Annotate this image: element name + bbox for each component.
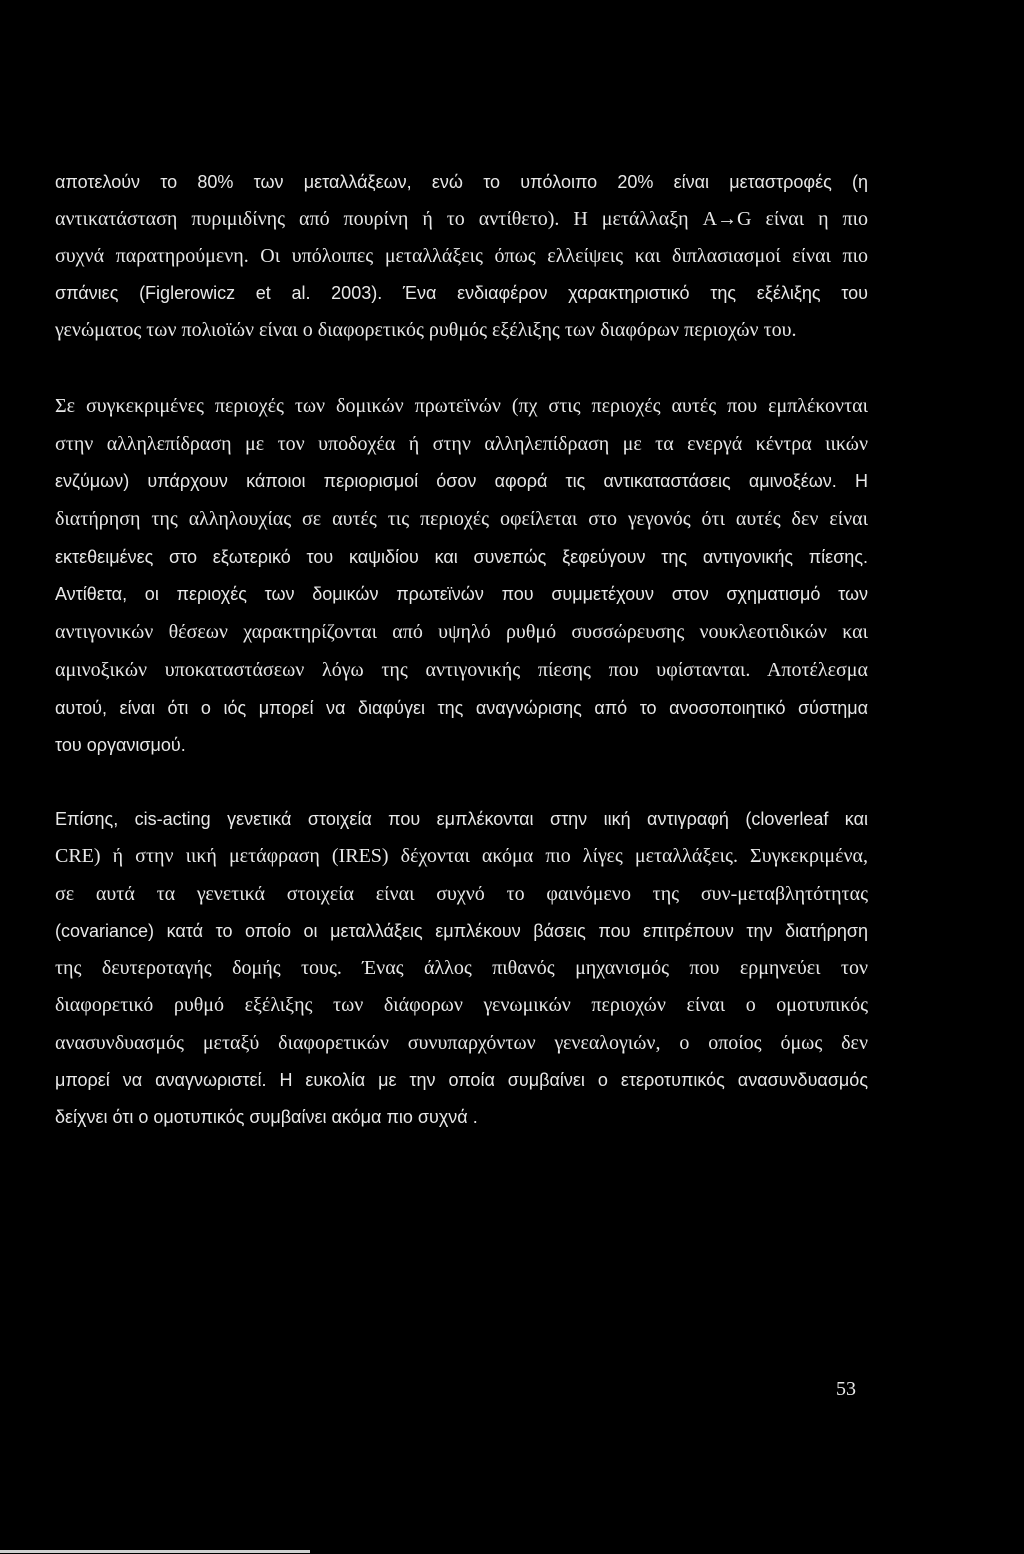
- text-line: του οργανισμού.: [55, 735, 186, 756]
- text-line: Αντίθετα, οι περιοχές των δομικών πρωτεϊνών που συμμετέχουν στον σχηματισμό των: [55, 584, 868, 605]
- text-line: συχνά παρατηρούμενη. Οι υπόλοιπες μεταλλάξεις όπως ελλείψεις και διπλασιασμοί είναι πιο: [55, 245, 868, 267]
- page-number: 53: [836, 1378, 856, 1400]
- text-line: ενζύμων) υπάρχουν κάποιοι περιορισμοί όσον αφορά τις αντικαταστάσεις αμινοξέων. Η: [55, 471, 868, 492]
- text-line: αντιγονικών θέσεων χαρακτηρίζονται από υψηλό ρυθμό συσσώρευσης νουκλεοτιδικών και: [55, 621, 868, 644]
- paragraph: [55, 164, 868, 349]
- text-line: αποτελούν το 80% των μεταλλάξεων, ενώ το υπόλοιπο 20% είναι μεταστροφές (η: [55, 172, 868, 192]
- text-line: αντικατάσταση πυριμιδίνης από πουρίνη ή το αντίθετο). Η μετάλλαξη A→G είναι η πιο: [55, 208, 868, 230]
- text-line: αυτού, είναι ότι ο ιός μπορεί να διαφύγει της αναγνώρισης από το ανοσοποιητικό σύστημα: [55, 697, 868, 718]
- paragraph: [55, 388, 868, 765]
- text-line: ανασυνδυασμός μεταξύ διαφορετικών συνυπαρχόντων γενεαλογιών, ο οποίος όμως δεν: [55, 1031, 868, 1054]
- text-line: διαφορετικό ρυθμό εξέλιξης των διάφορων γενωμικών περιοχών είναι ο ομοτυπικός: [55, 994, 868, 1017]
- text-line: στην αλληλεπίδραση με τον υποδοχέα ή στην αλληλεπίδραση με τα ενεργά κέντρα ιικών: [55, 432, 868, 455]
- text-line: δείχνει ότι ο ομοτυπικός συμβαίνει ακόμα πιο συχνά .: [55, 1107, 478, 1127]
- text-line: CRE) ή στην ιική μετάφραση (IRES) δέχονται ακόμα πιο λίγες μεταλλάξεις. Συγκεκριμένα,: [55, 845, 868, 868]
- text-line: σπάνιες (Figlerowicz et al. 2003). Ένα ενδιαφέρον χαρακτηριστικό της εξέλιξης του: [55, 283, 868, 303]
- scan-edge-strip: [0, 1550, 310, 1553]
- text-line: διατήρηση της αλληλουχίας σε αυτές τις περιοχές οφείλεται στο γεγονός ότι αυτές δεν είναι: [55, 508, 868, 531]
- text-line: εκτεθειμένες στο εξωτερικό του καψιδίου και συνεπώς ξεφεύγουν της αντιγονικής πίεσης.: [55, 546, 868, 567]
- text-line: της δευτεροταγής δομής τους. Ένας άλλος πιθανός μηχανισμός που ερμηνεύει τον: [55, 957, 868, 979]
- text-line: (covariance) κατά το οποίο οι μεταλλάξεις εμπλέκουν βάσεις που επιτρέπουν την διατήρηση: [55, 920, 868, 941]
- text-line: μπορεί να αναγνωριστεί. Η ευκολία με την οποία συμβαίνει ο ετεροτυπικός ανασυνδυασμός: [55, 1069, 868, 1090]
- text-line: αμινοξικών υποκαταστάσεων λόγω της αντιγονικής πίεσης που υφίστανται. Αποτέλεσμα: [55, 658, 868, 681]
- text-line: σε αυτά τα γενετικά στοιχεία είναι συχνό το φαινόμενο της συν-μεταβλητότητας: [55, 882, 868, 905]
- text-line: γενώματος των πολιοϊών είναι ο διαφορετικός ρυθμός εξέλιξης των διαφόρων περιοχών του.: [55, 319, 797, 341]
- paragraph: [55, 801, 868, 1136]
- text-line: Επίσης, cis-acting γενετικά στοιχεία που εμπλέκονται στην ιική αντιγραφή (cloverleaf και: [55, 809, 868, 829]
- text-line: Σε συγκεκριμένες περιοχές των δομικών πρωτεϊνών (πχ στις περιοχές αυτές που εμπλέκονται: [55, 395, 868, 417]
